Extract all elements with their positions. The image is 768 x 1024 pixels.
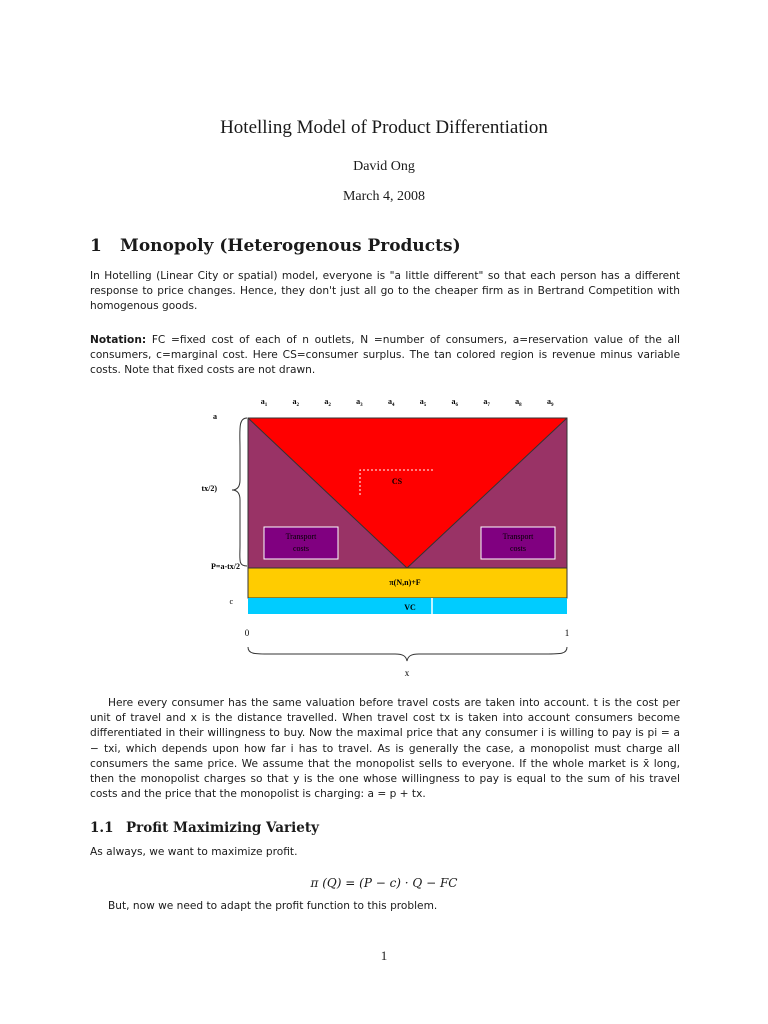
top-label-4: $a_4$ bbox=[387, 397, 395, 408]
top-label-5: $a_5$ bbox=[419, 397, 427, 408]
top-label-7: $a_7$ bbox=[483, 397, 490, 408]
top-label-subscript-6: 6 bbox=[455, 403, 459, 408]
left-label-price: P=a-tx/2 bbox=[211, 562, 240, 571]
adapt-paragraph: But, now we need to adapt the profit function to this problem. bbox=[108, 900, 438, 912]
bottom-brace bbox=[248, 647, 567, 661]
paper-title: Hotelling Model of Product Differentiation bbox=[220, 117, 548, 138]
profit-equation: π (Q) = (P − c) · Q − FC bbox=[310, 876, 458, 890]
transport-label-left-line1: Transport bbox=[285, 532, 317, 541]
top-label-subscript-4: 4 bbox=[391, 403, 395, 408]
top-label-8: $a_8$ bbox=[515, 397, 522, 408]
top-label-1: $a_2$ bbox=[292, 397, 300, 408]
transport-label-left-line2: costs bbox=[293, 544, 309, 553]
top-label-subscript-1: 2 bbox=[296, 403, 300, 408]
profit-intro-paragraph: As always, we want to maximize profit. bbox=[90, 846, 298, 858]
subsection-title: Profit Maximizing Variety bbox=[126, 820, 319, 836]
cs-label: CS bbox=[391, 477, 403, 486]
notation-label: Notation: bbox=[90, 334, 147, 346]
subsection-heading bbox=[90, 820, 319, 836]
top-label-subscript-7: 7 bbox=[487, 403, 490, 408]
left-brace bbox=[232, 418, 247, 566]
top-label-9: $a_9$ bbox=[546, 397, 554, 408]
section-title: Monopoly (Heterogenous Products) bbox=[120, 236, 461, 256]
axis-x-label: x bbox=[404, 668, 410, 678]
transport-label-right-line2: costs bbox=[510, 544, 526, 553]
axis-zero-label: 0 bbox=[244, 628, 250, 638]
left-label-c: c bbox=[229, 597, 233, 606]
paper-date: March 4, 2008 bbox=[342, 189, 426, 204]
top-label-subscript-8: 8 bbox=[519, 403, 522, 408]
vc-label: VC bbox=[404, 603, 416, 612]
section-number: 1 bbox=[90, 236, 102, 256]
profit-label: π(N,n)+F bbox=[389, 578, 421, 587]
top-label-subscript-9: 9 bbox=[550, 403, 554, 408]
top-label-subscript-2: 2 bbox=[328, 403, 331, 408]
top-label-subscript-0: 1 bbox=[264, 403, 268, 408]
notation-body: FC =fixed cost of each of n outlets, N =number of consumers, a=reservation value of the all consumers, c=marginal cost. Here CS=consumer surplus. The tan colored region is revenue minus variable costs. Note that fixed costs are not drawn. bbox=[90, 334, 680, 377]
top-label-0: $a_1$ bbox=[260, 397, 268, 408]
top-consumer-labels bbox=[261, 397, 554, 408]
top-label-subscript-3: 3 bbox=[360, 403, 363, 408]
page-number: 1 bbox=[380, 948, 388, 963]
explanation-paragraph: Here every consumer has the same valuation before travel costs are taken into account. t is the cost per unit of travel and x is the distance travelled. When travel cost tx is taken into account consumers become differentiated in their willingness to buy. Now the maximal price that any consumer i is willing to pay is pi = a − txi, which depends upon how far i has to travel. As is generally the case, a monopolist must charge all consumers the same price. We assume that the monopolist sells to everyone. If the whole market is x̄ long, then the monopolist charges so that y is the one whose willingness to pay is equal to the sum of his travel costs and the price that the monopolist is charging: a = p + tx. bbox=[90, 697, 680, 801]
intro-paragraph: In Hotelling (Linear City or spatial) model, everyone is "a little different" so that each person has a different response to price changes. Hence, they don't just all go to the cheaper firm as in Bertrand Competition with homogenous goods. bbox=[90, 270, 680, 313]
top-label-subscript-5: 5 bbox=[423, 403, 427, 408]
top-label-2: $a_2$ bbox=[324, 397, 331, 408]
top-label-3: $a_3$ bbox=[356, 397, 363, 408]
top-label-6: $a_6$ bbox=[451, 397, 459, 408]
transport-label-right-line1: Transport bbox=[502, 532, 534, 541]
paper-author: David Ong bbox=[353, 159, 415, 174]
left-label-a: a bbox=[213, 412, 217, 421]
axis-one-label: 1 bbox=[564, 628, 570, 638]
subsection-number: 1.1 bbox=[90, 820, 114, 836]
left-label-tx2: tx/2) bbox=[201, 484, 217, 493]
